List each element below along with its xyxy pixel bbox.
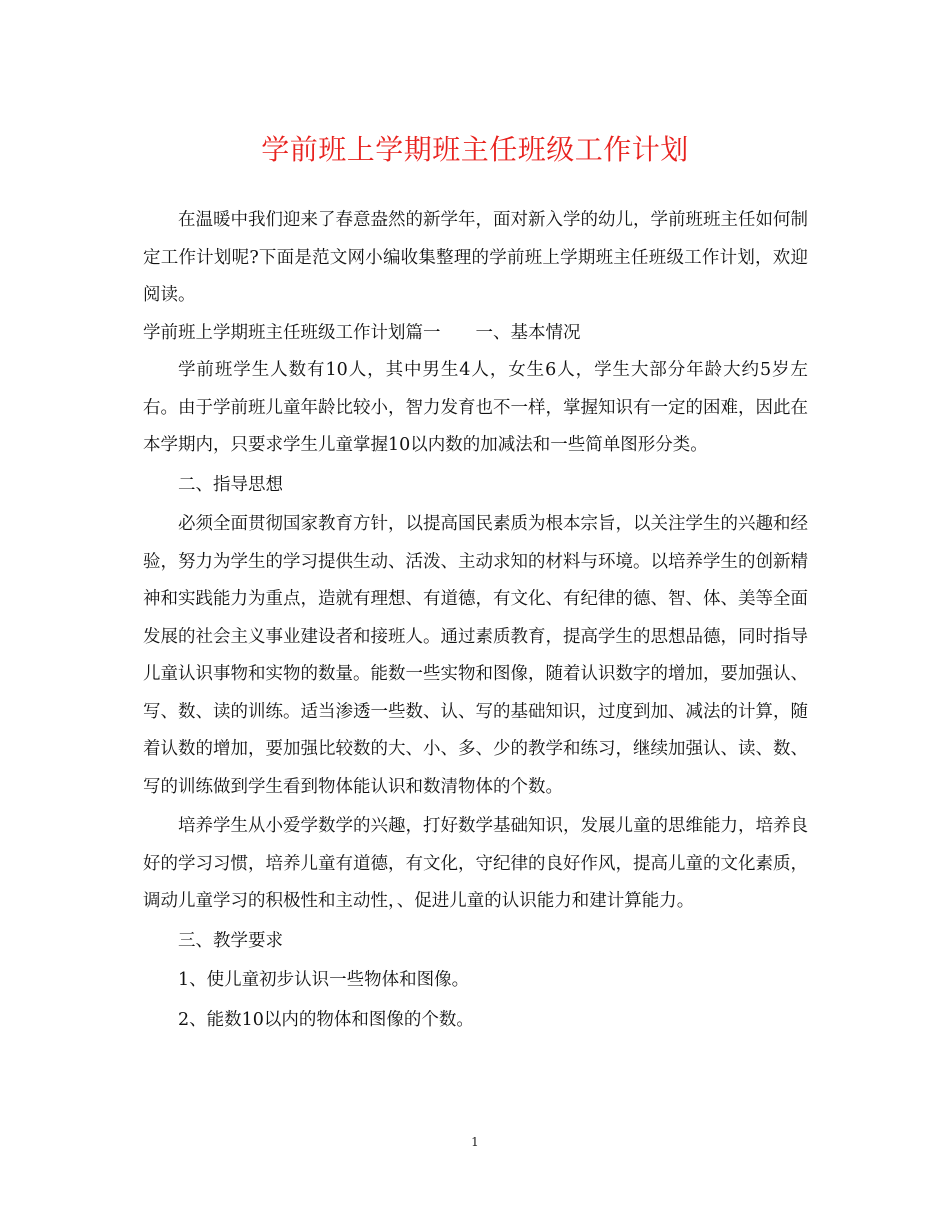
requirement-item-1: 1、使儿童初步认识一些物体和图像。 (178, 970, 470, 990)
guiding-ideas-paragraph-2: 培养学生从小爱学数学的兴趣，打好数学基础知识，发展儿童的思维能力，培养良好的学习习惯，培养儿童有道德，有文化，守纪律的良好作风，提高儿童的文化素质，调动儿童学习的积极性和主动性，、促进儿童的认识能力和建计算能力。 (143, 816, 808, 911)
document-title: 学前班上学期班主任班级工作计划 (261, 133, 689, 166)
requirement-item-2: 2、能数10以内的物体和图像的个数。 (178, 1009, 474, 1030)
intro-paragraph: 在温暖中我们迎来了春意盎然的新学年，面对新入学的幼儿，学前班班主任如何制定工作计划呢?下面是范文网小编收集整理的学前班上学期班主任班级工作计划，欢迎阅读。 (143, 210, 808, 305)
section-heading-basic-info: 学前班上学期班主任班级工作计划篇一 一、基本情况 (143, 322, 581, 343)
page-number: 1 (471, 1135, 479, 1149)
section-heading-teaching-requirements: 三、教学要求 (178, 930, 283, 951)
section-heading-guiding-ideas: 二、指导思想 (178, 474, 283, 495)
guiding-ideas-paragraph-1: 必须全面贯彻国家教育方针，以提高国民素质为根本宗旨，以关注学生的兴趣和经验，努力为学生的学习提供生动、活泼、主动求知的材料与环境。以培养学生的创新精神和实践能力为重点，造就有理想、有道德，有文化、有纪律的德、智、体、美等全面发展的社会主义事业建设者和接班人。通过素质教育，提高学生的思想品德，同时指导儿童认识事物和实物的数量。能数一些实物和图像，随着认识数字的增加，要加强认、写、数、读的训练。适当渗透一些数、认、写的基础知识，过度到加、减法的计算，随着认数的增加，要加强比较数的大、小、多、少的教学和练习，继续加强认、读、数、写的训练做到学生看到物体能认识和数清物体的个数。 (143, 514, 808, 797)
basic-info-paragraph: 学前班学生人数有10人，其中男生4人，女生6人，学生大部分年龄大约5岁左右。由于学前班儿童年龄比较小，智力发育也不一样，掌握知识有一定的困难，因此在本学期内，只要求学生儿童掌握10以内数的加减法和一些简单图形分类。 (143, 360, 808, 455)
document-body (143, 202, 808, 1039)
